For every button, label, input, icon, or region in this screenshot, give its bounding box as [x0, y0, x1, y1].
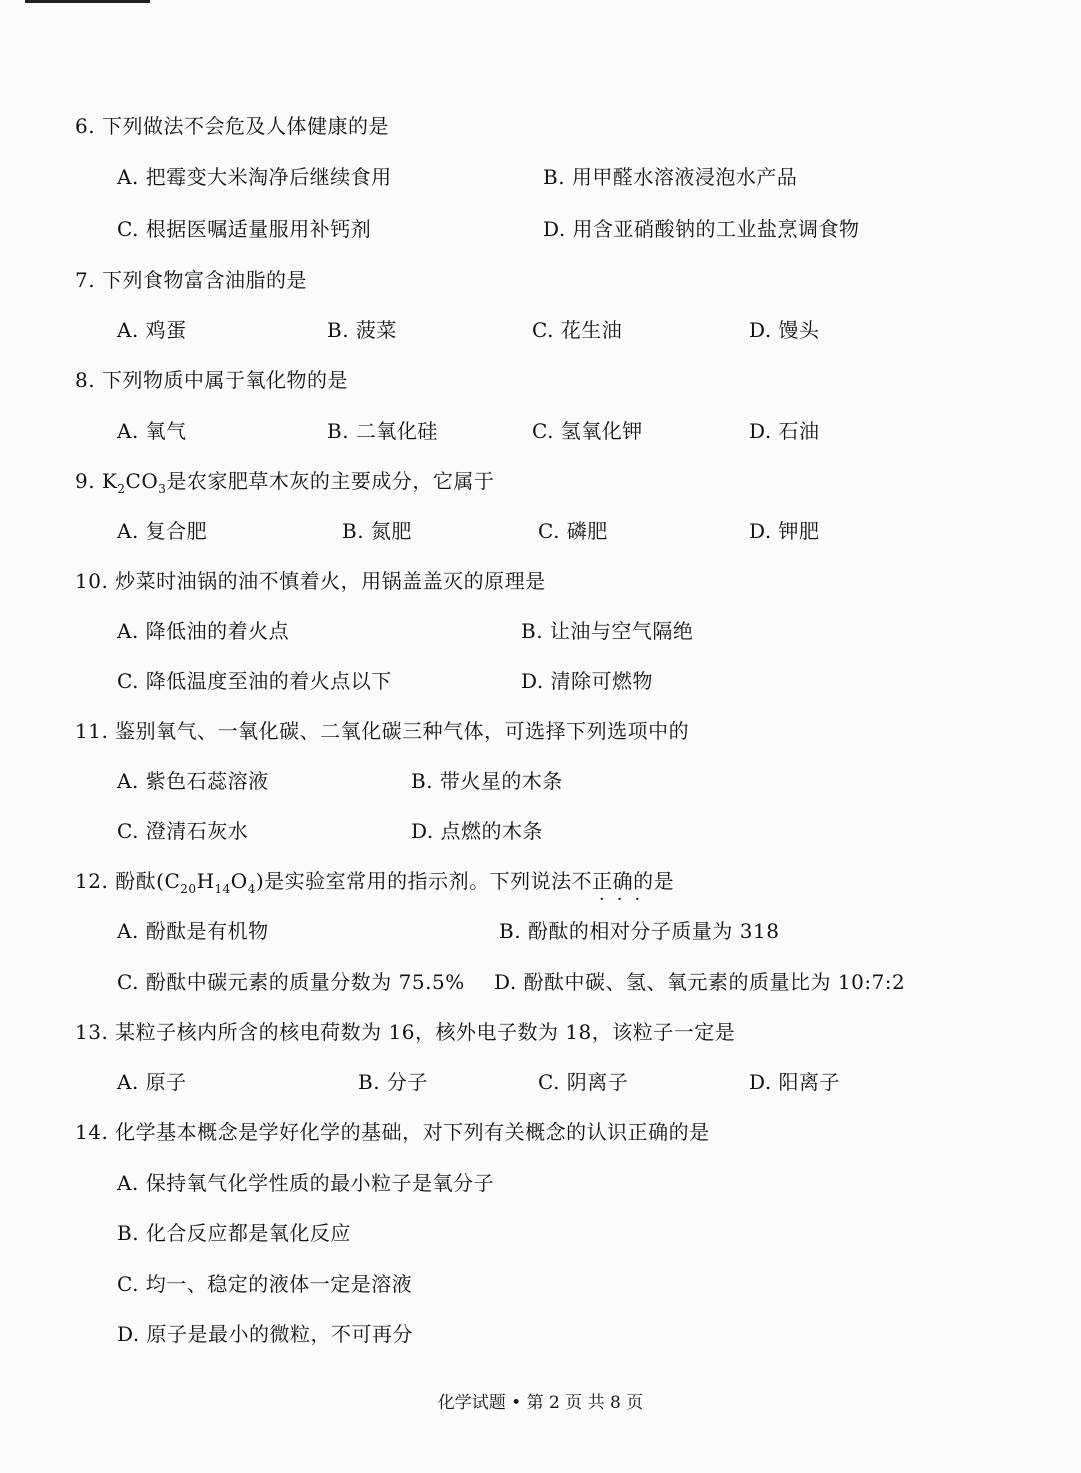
question-6-stem: 6. 下列做法不会危及人体健康的是	[75, 114, 389, 138]
question-12-stem-suffix: )是实验室常用的指示剂。下列说法不正确的是	[255, 869, 675, 893]
question-6-option-c: C. 根据医嘱适量服用补钙剂	[117, 217, 372, 241]
question-10-option-d: D. 清除可燃物	[521, 669, 654, 693]
question-11-stem: 11. 鉴别氧气、一氧化碳、二氧化碳三种气体，可选择下列选项中的	[75, 719, 690, 743]
question-8-stem: 8. 下列物质中属于氧化物的是	[75, 368, 348, 392]
question-8-option-c: C. 氢氧化钾	[532, 419, 643, 443]
question-13-option-a: A. 原子	[117, 1070, 187, 1094]
top-rule	[25, 0, 150, 3]
question-12-subscript-o: 4	[247, 882, 256, 896]
question-14-option-a: A. 保持氧气化学性质的最小粒子是氧分子	[117, 1171, 495, 1195]
question-12-subscript-h: 14	[214, 882, 231, 896]
question-11-option-d: D. 点燃的木条	[411, 819, 544, 843]
question-9-option-b: B. 氮肥	[342, 519, 412, 543]
question-9-stem	[75, 468, 494, 494]
question-14-option-d: D. 原子是最小的微粒，不可再分	[117, 1322, 414, 1346]
question-12-stem-h: H	[196, 869, 215, 893]
question-9-subscript-2: 3	[158, 482, 167, 496]
question-9-option-d: D. 钾肥	[749, 519, 820, 543]
question-9-stem-suffix: 是农家肥草木灰的主要成分，它属于	[166, 469, 495, 493]
question-12-option-d: D. 酚酞中碳、氢、氧元素的质量比为 10:7:2	[494, 970, 906, 994]
question-9-option-a: A. 复合肥	[117, 519, 208, 543]
question-6-option-b: B. 用甲醛水溶液浸泡水产品	[543, 165, 798, 189]
question-14-option-b: B. 化合反应都是氧化反应	[117, 1221, 351, 1245]
question-8-option-b: B. 二氧化硅	[327, 419, 438, 443]
question-6-option-a: A. 把霉变大米淘净后继续食用	[117, 165, 392, 189]
question-9-subscript-1: 2	[117, 482, 126, 496]
question-12-subscript-c: 20	[180, 882, 197, 896]
question-10-stem: 10. 炒菜时油锅的油不慎着火，用锅盖盖灭的原理是	[75, 569, 546, 593]
question-14-option-c: C. 均一、稳定的液体一定是溶液	[117, 1272, 413, 1296]
question-12-option-a: A. 酚酞是有机物	[117, 919, 269, 943]
question-9-option-c: C. 磷肥	[538, 519, 608, 543]
question-11-option-c: C. 澄清石灰水	[117, 819, 249, 843]
question-11-option-b: B. 带火星的木条	[411, 769, 563, 793]
question-7-option-a: A. 鸡蛋	[117, 318, 187, 342]
question-12-stem	[75, 868, 675, 910]
question-13-option-c: C. 阴离子	[538, 1070, 629, 1094]
question-10-option-b: B. 让油与空气隔绝	[521, 619, 694, 643]
question-7-option-d: D. 馒头	[749, 318, 820, 342]
question-11-option-a: A. 紫色石蕊溶液	[117, 769, 269, 793]
page-footer: 化学试题 • 第 2 页 共 8 页	[437, 1393, 644, 1413]
question-13-option-d: D. 阳离子	[749, 1070, 841, 1094]
question-9-stem-prefix: 9. K	[75, 469, 118, 493]
question-8-option-d: D. 石油	[749, 419, 820, 443]
question-7-option-b: B. 菠菜	[327, 318, 397, 342]
question-12-option-c: C. 酚酞中碳元素的质量分数为 75.5%	[117, 970, 465, 994]
question-7-option-c: C. 花生油	[532, 318, 623, 342]
question-13-option-b: B. 分子	[358, 1070, 428, 1094]
question-6-option-d: D. 用含亚硝酸钠的工业盐烹调食物	[543, 217, 860, 241]
question-12-stem-prefix: 12. 酚酞(C	[75, 869, 181, 893]
question-13-stem: 13. 某粒子核内所含的核电荷数为 16，核外电子数为 18，该粒子一定是	[75, 1020, 736, 1044]
question-12-option-b: B. 酚酞的相对分子质量为 318	[499, 919, 780, 943]
question-8-option-a: A. 氧气	[117, 419, 187, 443]
question-10-option-c: C. 降低温度至油的着火点以下	[117, 669, 392, 693]
question-10-option-a: A. 降低油的着火点	[117, 619, 290, 643]
question-14-stem: 14. 化学基本概念是学好化学的基础，对下列有关概念的认识正确的是	[75, 1120, 710, 1144]
emphasis-dots: ···	[599, 889, 653, 910]
question-9-stem-mid: CO	[125, 469, 159, 493]
question-12-stem-o: O	[230, 869, 248, 893]
question-7-stem: 7. 下列食物富含油脂的是	[75, 268, 307, 292]
